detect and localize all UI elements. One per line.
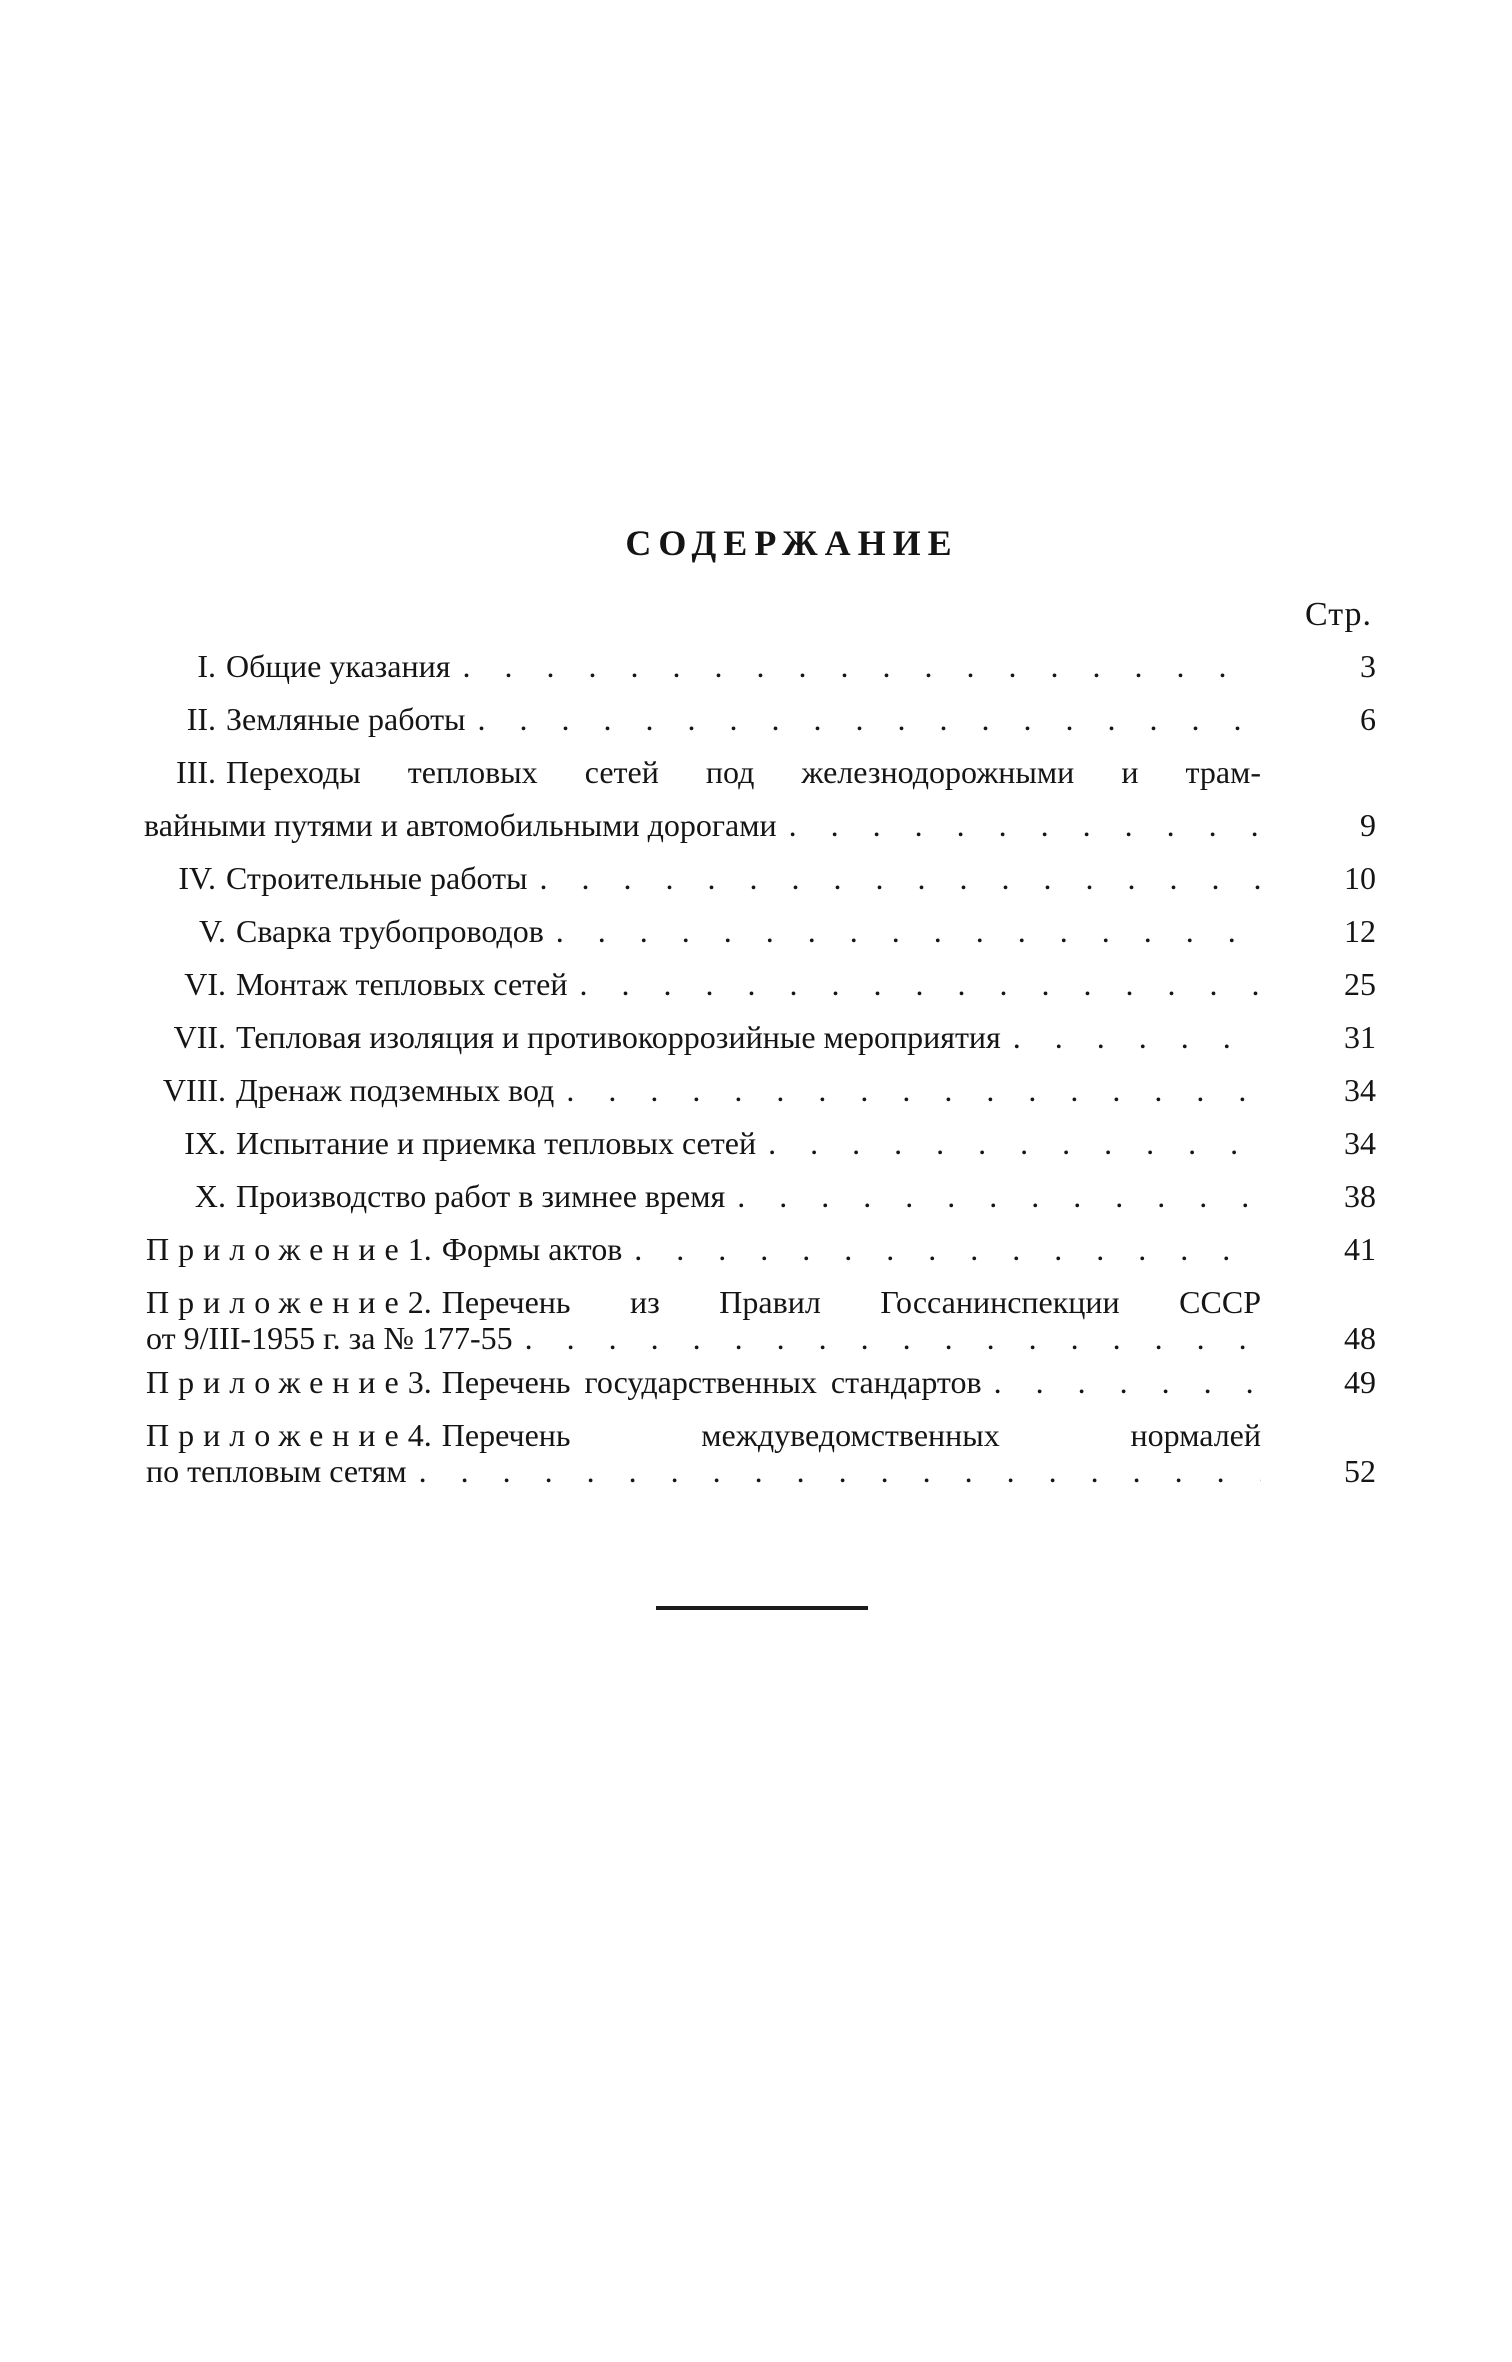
dot-leader bbox=[544, 905, 1261, 958]
chapter-number: II. bbox=[186, 701, 216, 737]
toc-entry[interactable] bbox=[146, 1011, 1376, 1064]
chapter-title: Монтаж тепловых сетей bbox=[236, 966, 568, 1002]
chapter-title: Общие указания bbox=[226, 648, 451, 684]
toc-entry[interactable] bbox=[146, 1170, 1376, 1223]
appendix-title-line2: по тепловым сетям bbox=[146, 1453, 407, 1489]
appendix-title: Формы актов bbox=[441, 1231, 623, 1267]
dot-leader bbox=[567, 958, 1261, 1011]
page-title: СОДЕРЖАНИЕ bbox=[625, 523, 959, 563]
page-number: 9 bbox=[1360, 807, 1376, 843]
chapter-number: VII. bbox=[173, 1019, 226, 1055]
toc-appendix-entry[interactable] bbox=[146, 1356, 1376, 1409]
appendix-title: Перечень государственных стандартов bbox=[441, 1364, 982, 1400]
page-column-header: Стр. bbox=[1304, 596, 1372, 633]
page-number: 25 bbox=[1344, 966, 1376, 1002]
dot-leader bbox=[450, 640, 1261, 693]
appendix-label: Приложение bbox=[146, 1417, 408, 1453]
dot-leader bbox=[554, 1064, 1261, 1117]
chapter-title-line2: вайными путями и автомобильными дорогами bbox=[144, 807, 777, 843]
chapter-number: V. bbox=[199, 913, 226, 949]
dot-leader bbox=[725, 1170, 1261, 1223]
toc-appendix-entry[interactable] bbox=[146, 1276, 1376, 1356]
chapter-number: VI. bbox=[184, 966, 226, 1002]
appendix-title-line1: Перечень междуведомственных нормалей bbox=[441, 1417, 1261, 1453]
chapter-title: Строительные работы bbox=[226, 860, 528, 896]
toc-entry[interactable] bbox=[146, 640, 1376, 693]
appendix-number: 1. bbox=[407, 1231, 432, 1267]
chapter-number: I. bbox=[197, 648, 216, 684]
dot-leader bbox=[513, 1320, 1261, 1356]
horizontal-rule bbox=[656, 1606, 868, 1610]
page-number: 31 bbox=[1344, 1019, 1376, 1055]
dot-leader bbox=[777, 799, 1259, 852]
appendix-label: Приложение bbox=[146, 1231, 408, 1267]
appendix-label: Приложение bbox=[146, 1284, 408, 1320]
toc-entry[interactable] bbox=[146, 905, 1376, 958]
dot-leader bbox=[622, 1223, 1261, 1276]
dot-leader bbox=[407, 1453, 1261, 1489]
dot-leader bbox=[1001, 1011, 1261, 1064]
table-of-contents bbox=[146, 640, 1376, 1489]
chapter-number: IX. bbox=[184, 1125, 226, 1161]
page-number: 12 bbox=[1344, 913, 1376, 949]
dot-leader bbox=[756, 1117, 1261, 1170]
chapter-title: Тепловая изоляция и противокоррозийные мероприятия bbox=[236, 1019, 1001, 1055]
toc-entry[interactable] bbox=[146, 958, 1376, 1011]
dot-leader bbox=[528, 852, 1261, 905]
page-number: 34 bbox=[1344, 1072, 1376, 1108]
chapter-title: Земляные работы bbox=[226, 701, 466, 737]
toc-entry[interactable] bbox=[146, 1064, 1376, 1117]
dot-leader bbox=[466, 693, 1261, 746]
appendix-number: 2. bbox=[407, 1284, 432, 1320]
page-number: 6 bbox=[1360, 701, 1376, 737]
appendix-title-line1: Перечень из Правил Госсанинспекции СССР bbox=[441, 1284, 1261, 1320]
chapter-title: Производство работ в зимнее время bbox=[236, 1178, 726, 1214]
toc-appendix-entry[interactable] bbox=[146, 1223, 1376, 1276]
chapter-title: Дренаж подземных вод bbox=[236, 1072, 555, 1108]
page-number: 49 bbox=[1344, 1364, 1376, 1400]
toc-entry[interactable] bbox=[146, 746, 1376, 852]
toc-appendix-entry[interactable] bbox=[146, 1409, 1376, 1489]
page-number: 34 bbox=[1344, 1125, 1376, 1161]
appendix-label: Приложение bbox=[146, 1364, 408, 1400]
page-number: 52 bbox=[1344, 1453, 1376, 1489]
chapter-title-line1: Переходы тепловых сетей под железнодорожными и трам- bbox=[226, 754, 1261, 790]
toc-entry[interactable] bbox=[146, 852, 1376, 905]
dot-leader bbox=[982, 1356, 1261, 1409]
page-number: 38 bbox=[1344, 1178, 1376, 1214]
chapter-title: Сварка трубопроводов bbox=[236, 913, 544, 949]
toc-entry[interactable] bbox=[146, 1117, 1376, 1170]
page-number: 48 bbox=[1344, 1320, 1376, 1356]
toc-entry[interactable] bbox=[146, 693, 1376, 746]
chapter-title: Испытание и приемка тепловых сетей bbox=[236, 1125, 757, 1161]
chapter-number: X. bbox=[194, 1178, 226, 1214]
appendix-title-line2: от 9/III-1955 г. за № 177-55 bbox=[146, 1320, 513, 1356]
page-number: 41 bbox=[1344, 1231, 1376, 1267]
appendix-number: 4. bbox=[407, 1417, 432, 1453]
chapter-number: VIII. bbox=[162, 1072, 226, 1108]
page-number: 10 bbox=[1344, 860, 1376, 896]
appendix-number: 3. bbox=[407, 1364, 432, 1400]
page-number: 3 bbox=[1360, 648, 1376, 684]
chapter-number: IV. bbox=[178, 860, 216, 896]
chapter-number: III. bbox=[176, 754, 216, 790]
